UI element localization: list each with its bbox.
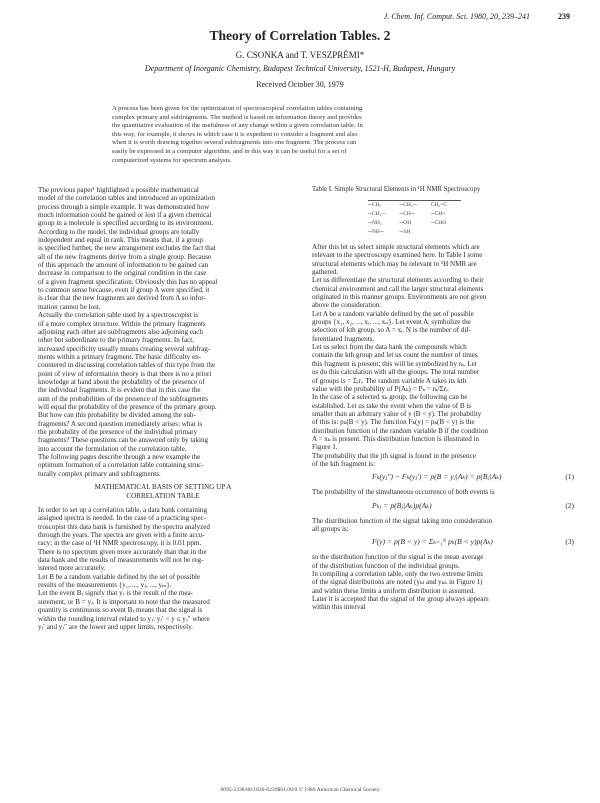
- text-line: fragments? A second question immediately arises: what is: [38, 419, 203, 428]
- text-line: Let us select from the data bank the compounds which: [312, 343, 467, 352]
- equation-3-expression: F(y) = p(B < y) = Σₖ₌₁ᴺ pₖ(B < y)p(Aₖ): [372, 537, 493, 547]
- text-line: the probability of the presence of the individual primary: [38, 427, 198, 436]
- text-line: According to the model, the individual groups are totally: [38, 227, 200, 236]
- text-line: complex primary and subfragments. The method is based on information theory and provides: [112, 113, 362, 121]
- table-row: [368, 219, 461, 228]
- table-cell: ─OH: [399, 220, 412, 226]
- text-line: countered in discussing correlation tables of this type from the: [38, 361, 216, 370]
- text-line: increased specificity usually means creating several subfrag-: [38, 344, 211, 353]
- text-line: gathered.: [312, 268, 339, 277]
- text-line: Later it is accepted that the signal of the group always appears: [312, 595, 489, 604]
- text-line: optimum formation of a correlation table containing struc-: [38, 461, 204, 470]
- footer-copyright: 0095-2338/80/1620-0239$01.00/0 © 1980 American Chemical Society: [220, 787, 380, 793]
- text-line: But how can this probability be divided among the sub-: [38, 411, 196, 420]
- text-line: quantity is continuous so event Bⱼ means that the signal is: [38, 606, 203, 615]
- authors: G. CSONKA and T. VESZPRÉMI*: [235, 50, 365, 60]
- table-cell: ─NH₂: [368, 220, 382, 226]
- text-line: above the consideration.: [312, 301, 382, 310]
- table-cell: ─CH─: [399, 211, 415, 217]
- text-line: The previous paper¹ highlighted a possible mathematical: [38, 186, 199, 194]
- text-line: knowledge at hand about the probability of the presence of: [38, 377, 205, 386]
- table-cell: ─CH₂─: [399, 202, 417, 208]
- table-cell: ─CH₃: [368, 202, 382, 208]
- text-line: is specified further, the new arrangement excludes the fact that: [38, 244, 216, 253]
- page-number: 239: [558, 12, 570, 21]
- text-line: fragments? These questions can be answered only by taking: [38, 436, 209, 445]
- text-line: mation cannot be lost.: [38, 302, 101, 311]
- affiliation: Department of Inorganic Chemistry, Budapest Technical University, 1521-H, Budapest, Hungary: [144, 64, 456, 73]
- text-line: will equal the probability of the presence of the primary group.: [38, 402, 217, 411]
- right-para-1: [312, 243, 574, 468]
- left-column: [38, 186, 288, 631]
- received-date: Received October 30, 1979: [256, 80, 344, 89]
- text-line: In order to set up a correlation table, a data bank containing: [38, 506, 208, 515]
- equation-2-number: (2): [565, 500, 574, 510]
- equation-3: [312, 533, 574, 553]
- table-cell: [431, 228, 461, 237]
- text-line: decrease in comparison to the original condition in the case: [38, 269, 207, 278]
- text-line: all of the new fragments derive from a single group. Because: [38, 252, 212, 261]
- text-line: assigned spectra is needed. In the case of a practicing spec-: [38, 514, 207, 523]
- text-line: In compiling a correlation table, only the two extreme limits: [312, 570, 483, 578]
- equation-3-number: (3): [565, 537, 574, 547]
- text-line: of a more complex structure. Within the primary fragments: [38, 319, 206, 328]
- text-line: when it is worth drawing together several subfragments into one fragment. The process can: [112, 139, 357, 147]
- text-line: relevant to the spectroscopy examined here. In Table I some: [312, 251, 483, 260]
- journal-citation: J. Chem. Inf. Comput. Sci. 1980, 20, 239–241: [383, 12, 530, 21]
- text-line: so the distribution function of the signal is the mean average: [312, 553, 484, 562]
- text-line: through the years. The spectra are given with a finite accu-: [38, 531, 205, 540]
- text-line: There is no spectrum given more accurately than that in the: [38, 547, 207, 556]
- text-line: computerized systems for spectrum analysis.: [112, 156, 232, 164]
- section-heading: [38, 483, 288, 501]
- text-line: other but subordinate to the primary fragments. In fact,: [38, 336, 195, 345]
- right-column: [312, 186, 574, 612]
- text-line: smaller than an arbitrary value of y (B < y). The probability: [312, 409, 482, 418]
- text-line: sum of the probabilities of the presence of the subfragments: [38, 394, 209, 403]
- text-line: istered more accurately.: [38, 564, 106, 573]
- text-line: of the distribution function of the individual groups.: [312, 561, 460, 570]
- text-line: independent and equal in rank. This means that, if a group: [38, 236, 203, 245]
- text-line: data bank and the results of measurements will not be reg-: [38, 556, 204, 565]
- table-cell: ─NH─: [368, 229, 384, 235]
- text-line: After this let us select simple structural elements which are: [312, 243, 480, 251]
- text-line: to common sense because, even if group A were specified, it: [38, 286, 210, 295]
- text-line: the quantitative evaluation of the usefulness of any change within a given correlation table. In: [112, 122, 363, 130]
- text-line: of groups is = Σᵢrᵢ. The random variable A takes its kth: [312, 376, 467, 385]
- text-line: within this interval: [312, 603, 366, 612]
- structural-elements-table: [368, 200, 461, 237]
- text-line: Let us differentiate the structural elements according to their: [312, 276, 484, 285]
- text-line: Let the event Bⱼ signify that yⱼ is the result of the mea-: [38, 589, 194, 598]
- text-line: The probability that the jth signal is found in the presence: [312, 451, 476, 460]
- text-line: selection of kth group, so A = xᵢ. N is the number of dif-: [312, 326, 472, 335]
- text-line: of this approach the amount of information to be gained can: [38, 261, 209, 270]
- text-line: Figure 1.: [312, 443, 338, 452]
- text-line: results of the measurements {y₁, ..., yⱼ, ..., yₘ}.: [38, 581, 172, 590]
- text-line: groups {x₁, x₂, ..., xᵢ, ..., xₙ}. Let event Aᵢ symbolize the: [312, 318, 471, 327]
- text-line: Let B be a random variable defined by the set of possible: [38, 572, 201, 581]
- text-line: established. Let us take the event when the value of B is: [312, 401, 472, 410]
- text-line: adjoining each other are subfragments also adjoining each: [38, 327, 203, 336]
- text-line: Actually the correlation table used by a spectroscopist is: [38, 311, 198, 320]
- abstract: [112, 105, 500, 165]
- text-line: The distribution function of the signal taking into consideration: [312, 516, 493, 525]
- text-line: model of the correlation tables and introduced an optimization: [38, 194, 215, 203]
- equation-1-expression: Fₖ(yⱼ″) − Fₖ(yⱼ′) = p(B = yⱼ|Aₖ) = p(Bⱼ|Aₖ): [372, 472, 502, 482]
- text-line: of the signal distributions are noted (yₖₗ and yₖₕ in Figure 1): [312, 578, 483, 587]
- text-line: contain the kth group and let us count the number of times: [312, 351, 478, 360]
- text-line: point of view of information theory is that there is no a priori: [38, 369, 212, 378]
- running-header: [30, 12, 570, 24]
- text-line: CORRELATION TABLE: [126, 492, 200, 501]
- text-line: ferentiated fragments.: [312, 334, 375, 343]
- table-cell: ─SH: [399, 229, 411, 235]
- text-line: structural elements which may be relevant to ¹H NMR are: [312, 259, 477, 268]
- text-line: MATHEMATICAL BASIS OF SETTING UP A: [94, 483, 232, 492]
- equation-2: [312, 497, 574, 517]
- table-cell: ─CHO: [430, 220, 447, 226]
- text-line: turally complex primary and subfragments.: [38, 469, 161, 478]
- text-line: The following pages describe through a new example the: [38, 453, 201, 461]
- text-line: this fragment is present; this will be symbolized by rₖ. Let: [312, 359, 477, 368]
- text-line: yⱼ′ and yⱼ″ are the lower and upper limits, respectively.: [38, 622, 193, 631]
- article-title: Theory of Correlation Tables. 2: [209, 28, 391, 43]
- text-line: distribution function of the random variable B if the condition: [312, 426, 488, 435]
- text-line: much information could be gained or lost if a given chemical: [38, 211, 212, 220]
- table-caption: Table I. Simple Structural Elements in ¹H NMR Spectroscopy: [312, 186, 481, 193]
- table-row: [368, 201, 461, 211]
- text-line: the individual fragments. It is evident that in this case the: [38, 386, 201, 395]
- text-line: is clear that the new fragments are derived from A so infor-: [38, 294, 206, 303]
- text-line: originated in this manner groups. Environments are not given: [312, 293, 487, 302]
- table-cell: ─CH₂─: [368, 211, 386, 217]
- left-para-3: [38, 506, 288, 631]
- table-row: [368, 210, 461, 219]
- text-line: this way, for example, it shows in which case it is expedient to consider a fragment and also: [112, 130, 358, 138]
- text-line: value with the probability of P(Aₖ) = Pₖ = rₖ/Σrᵢ.: [312, 384, 449, 393]
- text-line: A process has been given for the optimization of spectroscopical correlation tables containing: [112, 105, 363, 112]
- text-before-eq2: The probability of the simultaneous occurrence of both events is: [312, 488, 495, 497]
- table-row: [368, 228, 461, 237]
- text-line: racy; in the case of ¹H NMR spectroscopy, it is 0.01 ppm.: [38, 539, 202, 548]
- text-line: In the case of a selected xₖ group, the following can be: [312, 393, 468, 402]
- text-line: Let A be a random variable defined by the set of possible: [312, 309, 474, 318]
- text-line: process through a simple example. It was demonstrated how: [38, 202, 210, 211]
- equation-1-number: (1): [565, 472, 574, 482]
- table-cell: ─CH=: [430, 211, 446, 217]
- text-line: of a given fragment specification. Obviously this has no appeal: [38, 277, 218, 286]
- text-line: all groups is:: [312, 524, 349, 533]
- text-line: into account the formulation of the correlation table.: [38, 444, 187, 453]
- equation-2-expression: Pₖⱼ = p(Bⱼ|Aₖ)p(Aₖ): [372, 500, 432, 510]
- text-line: and within these limits a uniform distribution is assumed.: [312, 586, 475, 595]
- text-line: surement, or B = yⱼ. It is important to note that the measured: [38, 597, 210, 606]
- text-line: group in a molecule is specified according to its environment.: [38, 219, 214, 228]
- text-line: ments within a primary fragment. The basic difficulty en-: [38, 352, 202, 361]
- right-para-2: [312, 553, 574, 611]
- equation-1: [312, 468, 574, 488]
- left-para-2: [38, 311, 288, 478]
- text-line: us do this calculation with all the groups. The total number: [312, 368, 480, 377]
- text-line: of this is: pₖ(B < y). The function Fₖ(y) = pₖ(B < y) is the: [312, 418, 475, 427]
- text-before-eq3: [312, 517, 574, 534]
- table-cell: CH₂=C: [430, 202, 448, 208]
- text-line: troscopist this data bank is furnished by the spectra analyzed: [38, 522, 210, 531]
- text-line: easily be expressed in a computer algorithm, and in this way it can be useful for a set of: [112, 147, 347, 155]
- text-line: of the kth fragment is:: [312, 459, 376, 468]
- text-line: within the rounding interval related to yⱼ: yⱼ′ < y ≤ yⱼ″ where: [38, 614, 210, 623]
- text-line: A = xₖ is present. This distribution function is illustrated in: [312, 434, 480, 443]
- text-line: chemical environment and call the larger structural elements: [312, 284, 484, 293]
- left-para-1: [38, 186, 288, 311]
